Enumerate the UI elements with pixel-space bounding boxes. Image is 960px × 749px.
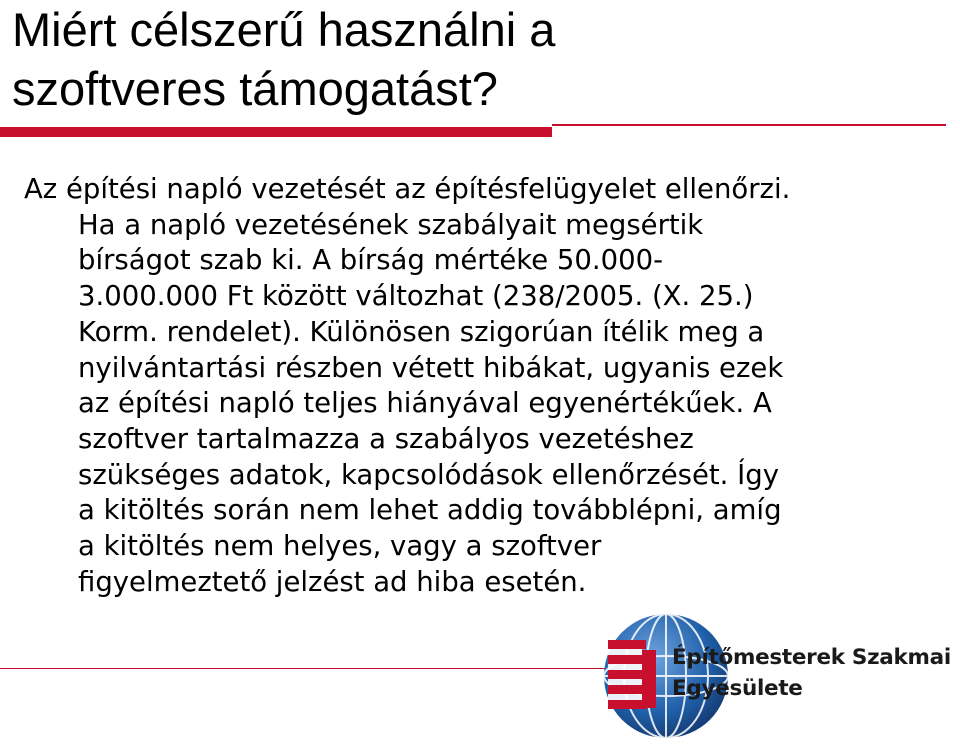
body-line-6: nyilvántartási részben vétett hibákat, ugyanis ezek: [78, 351, 784, 384]
body-line-5: Korm. rendelet). Különösen szigorúan ítélik meg a: [78, 315, 765, 348]
organization-logo: [604, 604, 960, 749]
logo-wordmark: [672, 642, 951, 704]
body-line-9: szükséges adatok, kapcsolódások ellenőrzését. Így: [78, 458, 779, 491]
body-line-2: Ha a napló vezetésének szabályait megsértik: [78, 208, 704, 241]
body-line-3: bírságot szab ki. A bírság mértéke 50.000-: [78, 244, 664, 277]
body-line-1: Az építési napló vezetését az építésfelügyelet ellenőrzi.: [24, 173, 791, 205]
slide-title: [12, 0, 912, 118]
logo-line-1: Építőmesterek Szakmai: [672, 645, 951, 670]
title-divider-thick: [0, 127, 552, 137]
body-paragraph: [24, 172, 954, 600]
title-line-2: szoftveres támogatást?: [12, 62, 498, 115]
body-line-8: szoftver tartalmazza a szabályos vezetéshez: [78, 422, 694, 455]
body-line-10: a kitöltés során nem lehet addig továbblépni, amíg: [78, 494, 782, 527]
body-line-4: 3.000.000 Ft között változhat (238/2005. (X. 25.): [78, 280, 754, 313]
body-line-7: az építési napló teljes hiányával egyenértékűek. A: [78, 387, 772, 420]
body-line-11: a kitöltés nem helyes, vagy a szoftver: [78, 530, 602, 563]
title-line-1: Miért célszerű használni a: [12, 3, 556, 56]
footer-divider: [0, 668, 610, 669]
title-divider-thin: [552, 124, 946, 126]
logo-line-2: Egyesülete: [672, 676, 803, 701]
body-line-12: figyelmeztető jelzést ad hiba esetén.: [78, 565, 587, 598]
